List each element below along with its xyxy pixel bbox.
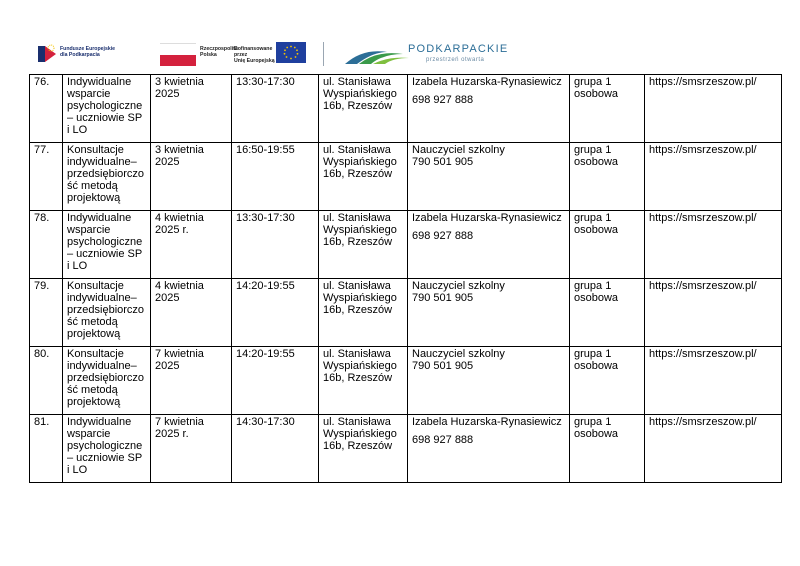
form-of-support-cell: Indywidualne wsparcie psychologiczne – uczniowie SP i LO bbox=[63, 75, 151, 143]
form-of-support-cell: Indywidualne wsparcie psychologiczne – uczniowie SP i LO bbox=[63, 415, 151, 483]
contact-phone: 790 501 905 bbox=[412, 360, 474, 372]
podkarpackie-name: PODKARPACKIE bbox=[408, 43, 509, 55]
row-number-cell: 77. bbox=[30, 143, 63, 211]
group-size-cell: grupa 1 osobowa bbox=[570, 143, 645, 211]
table-row bbox=[30, 75, 782, 143]
contact-cell bbox=[408, 415, 570, 483]
contact-phone: 790 501 905 bbox=[412, 156, 474, 168]
date-cell: 7 kwietnia 2025 r. bbox=[151, 415, 232, 483]
contact-person: Izabela Huzarska-Rynasiewicz bbox=[412, 416, 562, 428]
group-size-cell: grupa 1 osobowa bbox=[570, 211, 645, 279]
row-number-cell: 76. bbox=[30, 75, 63, 143]
row-number-cell: 78. bbox=[30, 211, 63, 279]
fundusze-europejskie-logo bbox=[38, 42, 58, 64]
eu-flag bbox=[276, 42, 306, 63]
group-size-cell: grupa 1 osobowa bbox=[570, 415, 645, 483]
time-cell: 13:30-17:30 bbox=[232, 211, 319, 279]
contact-cell bbox=[408, 75, 570, 143]
website-url-cell: https://smsrzeszow.pl/ bbox=[645, 279, 782, 347]
logo-divider bbox=[323, 42, 324, 66]
time-cell: 16:50-19:55 bbox=[232, 143, 319, 211]
contact-cell bbox=[408, 347, 570, 415]
schedule-rows bbox=[30, 75, 782, 483]
group-size-cell: grupa 1 osobowa bbox=[570, 347, 645, 415]
place-cell: ul. Stanisława Wyspiańskiego 16b, Rzeszów bbox=[319, 415, 408, 483]
table-row bbox=[30, 347, 782, 415]
date-cell: 7 kwietnia 2025 bbox=[151, 347, 232, 415]
table-row bbox=[30, 279, 782, 347]
contact-phone: 790 501 905 bbox=[412, 292, 474, 304]
date-cell: 4 kwietnia 2025 r. bbox=[151, 211, 232, 279]
contact-person: Nauczyciel szkolny bbox=[412, 348, 505, 360]
contact-cell bbox=[408, 143, 570, 211]
website-url-cell: https://smsrzeszow.pl/ bbox=[645, 415, 782, 483]
podkarpackie-logo-mark bbox=[343, 42, 413, 66]
website-url-cell: https://smsrzeszow.pl/ bbox=[645, 211, 782, 279]
date-cell: 3 kwietnia 2025 bbox=[151, 75, 232, 143]
date-cell: 4 kwietnia 2025 bbox=[151, 279, 232, 347]
table-row bbox=[30, 143, 782, 211]
group-size-cell: grupa 1 osobowa bbox=[570, 279, 645, 347]
contact-person: Nauczyciel szkolny bbox=[412, 144, 505, 156]
row-number-cell: 80. bbox=[30, 347, 63, 415]
form-of-support-cell: Konsultacje indywidualne– przedsiębiorczość metodą projektową bbox=[63, 279, 151, 347]
contact-person: Izabela Huzarska-Rynasiewicz bbox=[412, 76, 562, 88]
form-of-support-cell: Konsultacje indywidualne– przedsiębiorczość metodą projektową bbox=[63, 143, 151, 211]
row-number-cell: 79. bbox=[30, 279, 63, 347]
contact-phone: 698 927 888 bbox=[412, 434, 474, 446]
place-cell: ul. Stanisława Wyspiańskiego 16b, Rzeszów bbox=[319, 279, 408, 347]
contact-cell bbox=[408, 279, 570, 347]
time-cell: 13:30-17:30 bbox=[232, 75, 319, 143]
group-size-cell: grupa 1 osobowa bbox=[570, 75, 645, 143]
podkarpackie-tagline: przestrzeń otwarta bbox=[426, 57, 485, 63]
place-cell: ul. Stanisława Wyspiańskiego 16b, Rzeszów bbox=[319, 75, 408, 143]
website-url-cell: https://smsrzeszow.pl/ bbox=[645, 75, 782, 143]
polish-flag bbox=[160, 43, 196, 65]
schedule-table bbox=[29, 74, 782, 483]
pl-logo-text: Rzeczpospolita Polska bbox=[200, 46, 238, 58]
website-url-cell: https://smsrzeszow.pl/ bbox=[645, 347, 782, 415]
contact-person: Izabela Huzarska-Rynasiewicz bbox=[412, 212, 562, 224]
time-cell: 14:30-17:30 bbox=[232, 415, 319, 483]
eu-logo-text: Dofinansowane przez Unię Europejską bbox=[234, 46, 275, 64]
table-row bbox=[30, 211, 782, 279]
form-of-support-cell: Konsultacje indywidualne– przedsiębiorczość metodą projektową bbox=[63, 347, 151, 415]
contact-phone: 698 927 888 bbox=[412, 94, 474, 106]
time-cell: 14:20-19:55 bbox=[232, 347, 319, 415]
time-cell: 14:20-19:55 bbox=[232, 279, 319, 347]
contact-phone: 698 927 888 bbox=[412, 230, 474, 242]
contact-person: Nauczyciel szkolny bbox=[412, 280, 505, 292]
fe-logo-text: Fundusze Europejskie dla Podkarpacia bbox=[60, 46, 116, 58]
place-cell: ul. Stanisława Wyspiańskiego 16b, Rzeszów bbox=[319, 143, 408, 211]
form-of-support-cell: Indywidualne wsparcie psychologiczne – uczniowie SP i LO bbox=[63, 211, 151, 279]
table-row bbox=[30, 415, 782, 483]
row-number-cell: 81. bbox=[30, 415, 63, 483]
place-cell: ul. Stanisława Wyspiańskiego 16b, Rzeszów bbox=[319, 211, 408, 279]
logo-strip bbox=[38, 40, 518, 70]
contact-cell bbox=[408, 211, 570, 279]
website-url-cell: https://smsrzeszow.pl/ bbox=[645, 143, 782, 211]
date-cell: 3 kwietnia 2025 bbox=[151, 143, 232, 211]
place-cell: ul. Stanisława Wyspiańskiego 16b, Rzeszów bbox=[319, 347, 408, 415]
